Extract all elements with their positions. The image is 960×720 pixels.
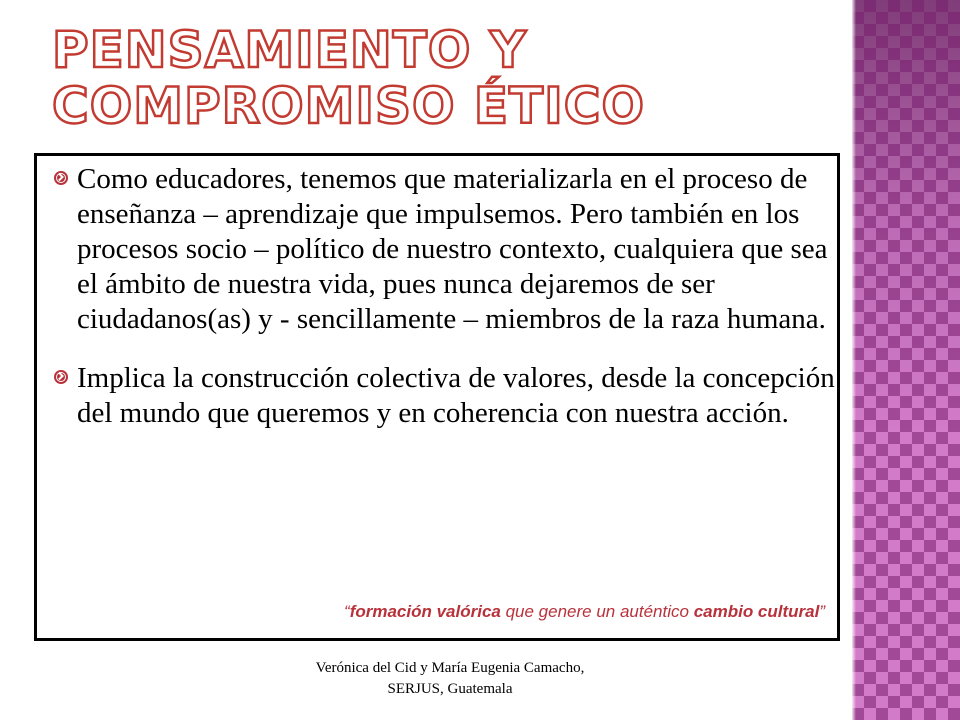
- checkmark-circle-icon: [54, 370, 68, 384]
- decorative-side-band: [852, 0, 960, 720]
- bullet-list: [55, 162, 837, 455]
- slide-title: PENSAMIENTO Y COMPROMISO ÉTICO: [52, 21, 645, 135]
- bullet-item: [55, 162, 837, 337]
- bullet-item: [55, 361, 837, 431]
- quote-close: ”: [819, 602, 825, 621]
- quote-emphasis-2: cambio cultural: [693, 602, 820, 621]
- quote-emphasis-1: formación valórica: [349, 602, 501, 621]
- side-band-highlight: [852, 0, 856, 720]
- credit: [300, 658, 600, 700]
- quote: [344, 602, 825, 622]
- credit-line-2: SERJUS, Guatemala: [387, 681, 513, 697]
- quote-middle: que genere un auténtico: [500, 602, 694, 621]
- bullet-text: Como educadores, tenemos que materializarla en el proceso de enseñanza – aprendizaje que impulsemos. Pero también en los procesos socio – político de nuestro contexto, cualquiera que sea el ámbito de nuestra vida, pues nunca dejaremos de ser ciudadanos(as) y - sencillamente – miembros de la raza humana.: [77, 163, 828, 335]
- checkmark-circle-icon: [54, 171, 68, 185]
- credit-line-1: Verónica del Cid y María Eugenia Camacho,: [315, 660, 585, 676]
- quote-open: “: [344, 602, 350, 621]
- content-box: [34, 153, 840, 641]
- bullet-text: Implica la construcción colectiva de valores, desde la concepción del mundo que queremos y en coherencia con nuestra acción.: [77, 362, 835, 429]
